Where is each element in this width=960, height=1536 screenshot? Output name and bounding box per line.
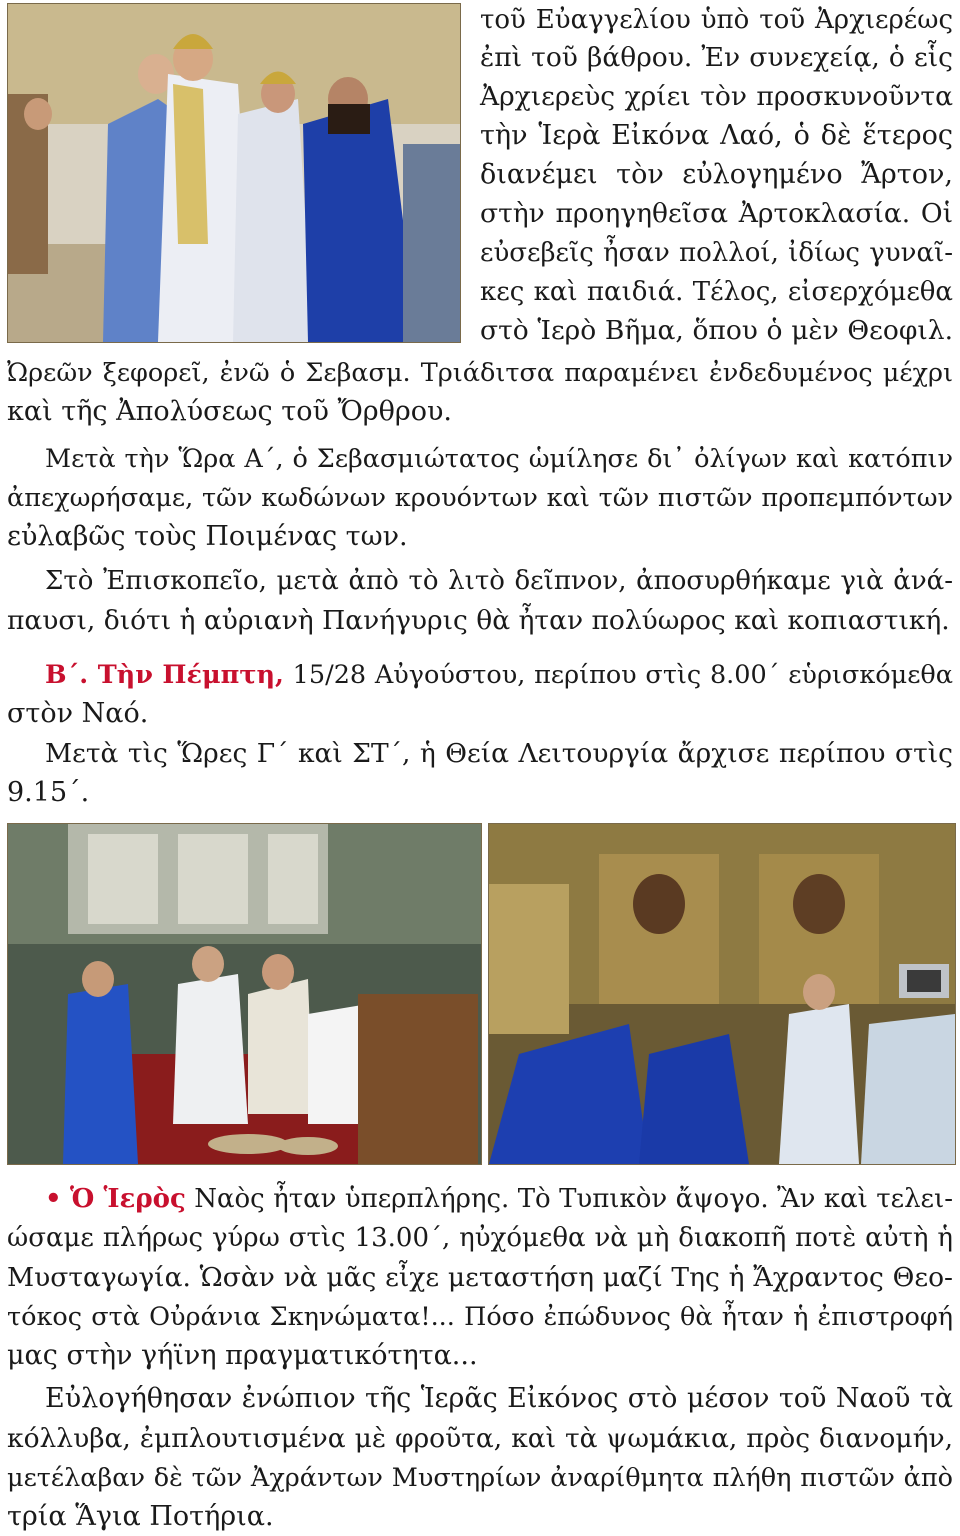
block3-line2: παυσι, διότι ἡ αὐριανὴ Πανήγυρις θὰ ἦταν πολύωρος καὶ κοπιαστική. — [7, 605, 950, 636]
block1-line4: τὴν Ἱερὰ Εἰκόνα Λαό, ὁ δὲ ἕτερος — [480, 120, 953, 151]
block5-line4: τόκος στὰ Οὐράνια Σκηνώματα!... Πόσο ἐπώδυνος θὰ ἦταν ἡ ἐπιστροφή — [7, 1302, 953, 1332]
section-heading-temple: Ὁ Ἱερὸς — [70, 1184, 186, 1214]
block2-line2: ἀπεχωρήσαμε, τῶν κωδώνων κρουόντων καὶ τῶν πιστῶν προπεμπόντων — [7, 483, 953, 513]
block1-line3: Ἀρχιερεὺς χρίει τὸν προσκυνοῦντα — [480, 81, 953, 112]
block2-line1: Μετὰ τὴν Ὥρα Α΄, ὁ Σεβασμιώτατος ὡμίλησε δι᾽ ὀλίγων καὶ κατόπιν — [45, 444, 953, 474]
photo-bottom-right — [488, 823, 956, 1165]
block4-line4: 9.15΄. — [7, 777, 90, 808]
block6-line1: Εὐλογήθησαν ἐνώπιον τῆς Ἱερᾶς Εἰκόνος στὸ μέσον τοῦ Ναοῦ τὰ — [45, 1383, 953, 1414]
section-heading-thursday: Β΄. Τὴν Πέμπτη, — [45, 660, 284, 690]
block1-line11: καὶ τῆς Ἀπολύσεως τοῦ Ὄρθρου. — [7, 396, 452, 427]
block4-line2: στὸν Ναό. — [7, 698, 149, 729]
block1-line10: Ὠρεῶν ξεφορεῖ, ἐνῶ ὁ Σεβασμ. Τριάδιτσα παραμένει ἐνδεδυμένος μέχρι — [7, 358, 953, 388]
photo-bottom-right-image — [489, 824, 955, 1164]
block1-line5: διανέμει τὸν εὐλογημένο Ἄρτον, — [480, 159, 953, 190]
bullet-icon: • — [45, 1184, 62, 1214]
block1-line9: στὸ Ἱερὸ Βῆμα, ὅπου ὁ μὲν Θεοφιλ. — [480, 315, 953, 346]
block6-line4: τρία Ἅγια Ποτήρια. — [7, 1501, 274, 1532]
block1-line7: εὐσεβεῖς ἦσαν πολλοί, ἰδίως γυναῖ- — [480, 238, 953, 268]
photo-top-image — [8, 4, 460, 342]
block4-line1-text: 15/28 Αὐγούστου, περίπου στὶς 8.00΄ εὑρισκόμεθα — [283, 660, 953, 690]
block1-line1: τοῦ Εὐαγγελίου ὑπὸ τοῦ Ἀρχιερέως — [480, 5, 953, 35]
photo-bottom-left — [7, 823, 482, 1165]
block3-line1: Στὸ Ἐπισκοπεῖο, μετὰ ἀπὸ τὸ λιτὸ δεῖπνον, ἀποσυρθήκαμε γιὰ ἀνά- — [45, 566, 953, 596]
block1-line8: κες καὶ παιδιά. Τέλος, εἰσερχόμεθα — [480, 277, 953, 307]
photo-top — [7, 3, 461, 343]
block5-line3: Μυσταγωγία. Ὡσὰν νὰ μᾶς εἶχε μεταστήση μαζί Της ἡ Ἄχραντος Θεο- — [7, 1262, 953, 1293]
block4-line1 — [45, 657, 953, 693]
block1-line6: στὴν προηγηθεῖσα Ἀρτοκλασία. Οἱ — [480, 198, 953, 229]
block5-line1-text: Ναὸς ἦταν ὑπερπλήρης. Τὸ Τυπικὸν ἄψογο. Ἂν καὶ τελει- — [185, 1184, 953, 1214]
block6-line3: μετέλαβαν δὲ τῶν Ἀχράντων Μυστηρίων ἀναρίθμητα πλήθη πιστῶν ἀπὸ — [7, 1463, 953, 1493]
block5-line1 — [45, 1181, 953, 1217]
block6-line2: κόλλυβα, ἐμπλουτισμένα μὲ φροῦτα, καὶ τὰ ψωμάκια, πρὸς διανομήν, — [7, 1423, 953, 1454]
block2-line3: εὐλαβῶς τοὺς Ποιμένας των. — [7, 521, 408, 552]
block5-line2: ώσαμε πλήρως γύρω στὶς 13.00΄, ηὐχόμεθα νὰ μὴ διακοπῆ ποτὲ αὐτὴ ἡ — [7, 1223, 953, 1253]
photo-bottom-left-image — [8, 824, 481, 1164]
block1-line2: ἐπὶ τοῦ βάθρου. Ἐν συνεχείᾳ, ὁ εἷς — [480, 42, 953, 73]
block4-line3: Μετὰ τὶς Ὥρες Γ΄ καὶ ΣΤ΄, ἡ Θεία Λειτουργία ἄρχισε περίπου στὶς — [45, 738, 953, 769]
block5-line5: μας στὴν γήϊνη πραγματικότητα... — [7, 1340, 478, 1371]
